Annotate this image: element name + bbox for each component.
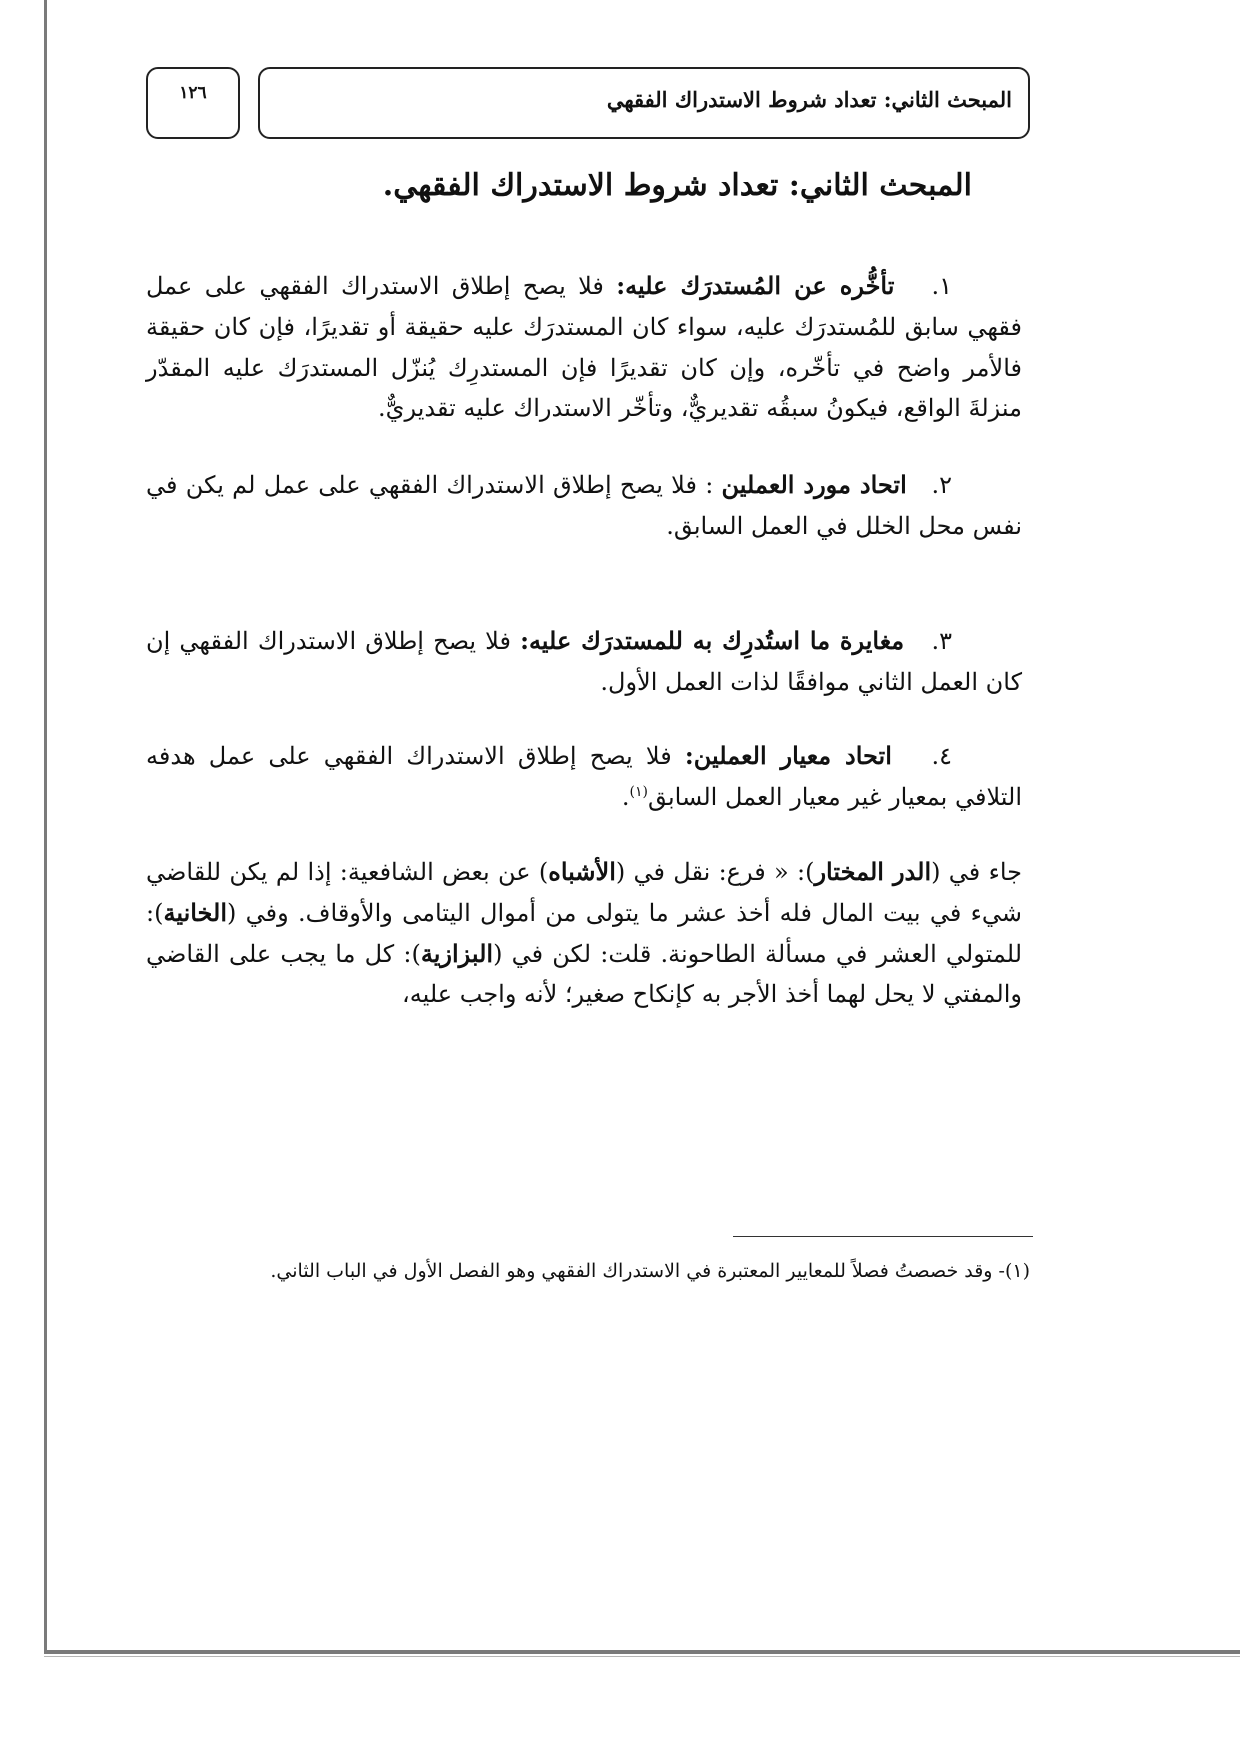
quote-source-title: البزازية — [420, 938, 494, 968]
footnote — [146, 1255, 1030, 1288]
item-text: فلا يصح إطلاق الاستدراك الفقهي على عمل هدفه التلافي بمعيار غير معيار العمل السابق — [146, 742, 1022, 812]
page-number: ١٢٦ — [179, 83, 207, 103]
item-number: ٢. — [931, 471, 952, 500]
quote-paragraph — [146, 852, 1022, 1015]
quote-text: ): كل ما يجب على القاضي والمفتي لا يحل لهما أخذ الأجر به كإنكاح صغير؛ لأنه واجب عليه، — [146, 939, 1022, 1009]
page-frame-bottom-shadow — [44, 1656, 1240, 1657]
running-header-box — [258, 67, 1030, 139]
quote-source-title: الخانية — [163, 897, 228, 927]
item-end: . — [621, 783, 630, 812]
quote-text: ): « فرع: نقل في ( — [615, 857, 815, 886]
item-text: : فلا يصح إطلاق الاستدراك الفقهي على عمل لم يكن في نفس محل الخلل في العمل السابق. — [146, 471, 1022, 540]
page-frame-bottom — [44, 1650, 1240, 1654]
footnote-text: - وقد خصصتُ فصلاً للمعايير المعتبرة في الاستدراك الفقهي وهو الفصل الأول في الباب الثاني. — [270, 1260, 1005, 1282]
item-term: مغايرة ما استُدرِك به للمستدرَك عليه: — [520, 625, 905, 655]
footnote-reference[interactable]: (١) — [629, 784, 648, 801]
quote-text: ): للمتولي العشر في مسألة الطاحونة. قلت: لكن في ( — [146, 898, 1023, 968]
page-number-box — [146, 67, 240, 139]
item-text: فلا يصح إطلاق الاستدراك الفقهي على عمل فقهي سابق للمُستدرَك عليه، سواء كان المستدرَك عليه حقيقة أو تقديرًا، فإن كان حقيقة فالأمر واضح في تأخّره، وإن كان تقديرًا فإن المستدرِك يُنزّل المستدرَك عليه المقدّر منزلةَ الواقع، فيكونُ سبقُه تقديريٌّ، وتأخّر الاستدراك عليه تقديريٌّ. — [146, 272, 1022, 423]
quote-text: ) عن بعض الشافعية: إذا لم يكن للقاضي شيء في بيت المال فله أخذ عشر ما يتولى من أموال اليتامى والأوقاف. وفي ( — [146, 857, 1022, 927]
quote-source-title: الأشباه — [548, 856, 616, 886]
page-body — [146, 155, 1022, 1625]
footnote-marker: (١) — [1004, 1260, 1030, 1282]
condition-item-4 — [146, 736, 1022, 818]
page-frame-left — [44, 0, 47, 1652]
condition-item-3 — [146, 621, 1022, 703]
item-number: ١. — [931, 272, 952, 300]
section-title: المبحث الثاني: تعداد شروط الاستدراك الفقهي. — [382, 168, 972, 203]
condition-item-1 — [146, 266, 1022, 429]
running-title: المبحث الثاني: تعداد شروط الاستدراك الفقهي — [606, 87, 1012, 112]
item-number: ٣. — [931, 626, 952, 655]
footnote-separator — [733, 1236, 1033, 1237]
item-term: تأخُّره عن المُستدرَك عليه: — [616, 271, 895, 300]
item-term: اتحاد معيار العملين: — [684, 741, 892, 771]
item-number: ٤. — [931, 742, 952, 771]
item-text: فلا يصح إطلاق الاستدراك الفقهي إن كان العمل الثاني موافقًا لذات العمل الأول. — [146, 626, 1022, 696]
condition-item-2 — [146, 465, 1022, 547]
item-term: اتحاد مورد العملين — [721, 470, 907, 500]
quote-text: جاء في ( — [931, 857, 1023, 886]
quote-source-title: الدر المختار — [814, 856, 932, 886]
